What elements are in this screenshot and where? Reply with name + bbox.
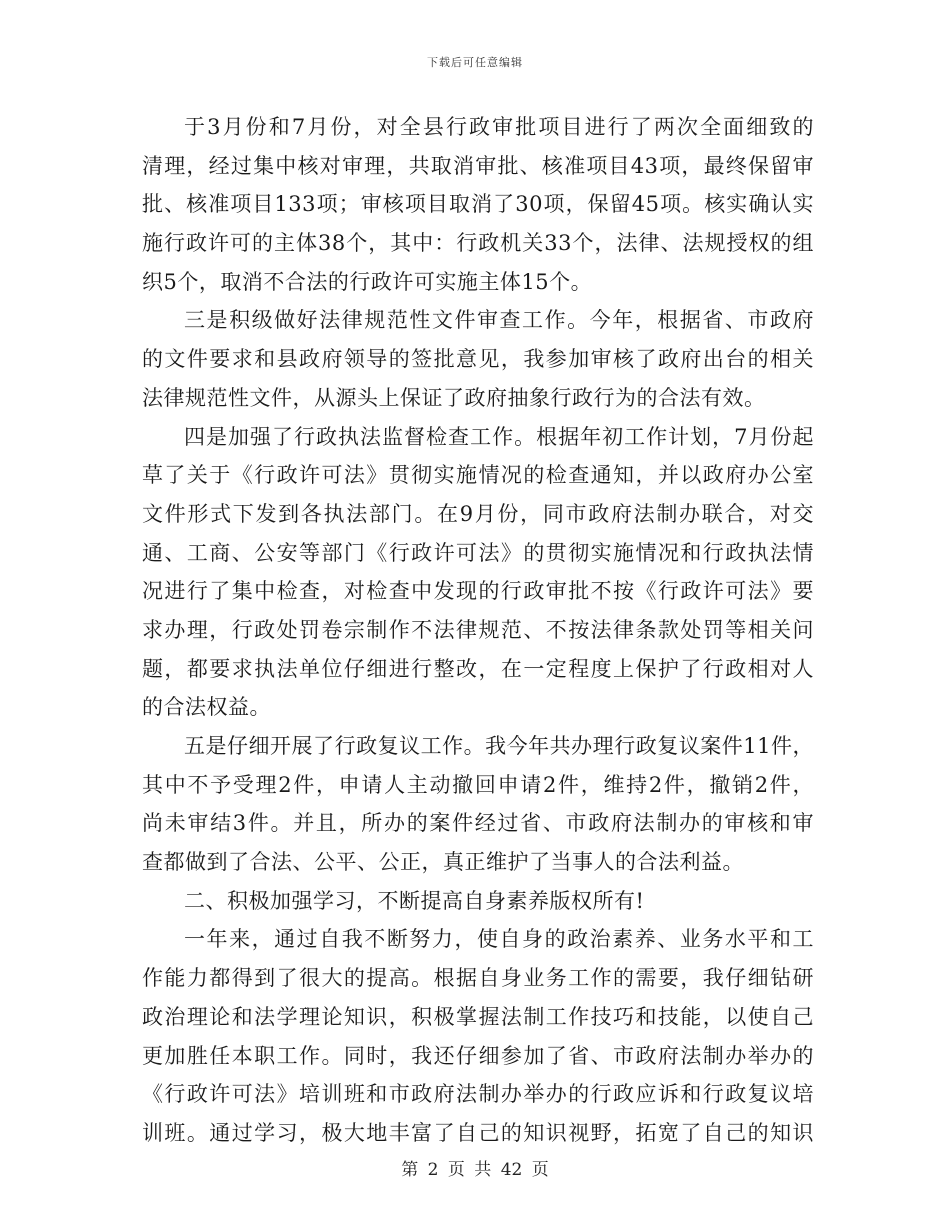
document-body	[142, 108, 814, 1153]
text-line: 作能力都得到了很大的提高。根据自身业务工作的需要，我仔细钻研	[142, 966, 814, 991]
text-line: 求办理，行政处罚卷宗制作不法律规范、不按法律条款处罚等相关问	[142, 617, 814, 642]
text-line: 训班。通过学习，极大地丰富了自己的知识视野，拓宽了自己的知识	[142, 1120, 814, 1145]
text-line: 的合法权益。	[142, 695, 271, 720]
text-line: 查都做到了合法、公平、公正，真正维护了当事人的合法利益。	[142, 850, 744, 875]
text-line: 三是积级做好法律规范性文件审查工作。今年，根据省、市政府	[184, 308, 814, 333]
text-line: 尚未审结3件。并且，所办的案件经过省、市政府法制办的审核和审	[142, 811, 814, 836]
text-line: 政治理论和法学理论知识，积极掌握法制工作技巧和技能，以使自己	[142, 1004, 814, 1029]
text-line: 草了关于《行政许可法》贯彻实施情况的检查通知，并以政府办公室	[142, 463, 814, 488]
page-number: 第 2 页 共 42 页	[401, 1160, 549, 1180]
text-line: 《行政许可法》培训班和市政府法制办举办的行政应诉和行政复议培	[142, 1082, 814, 1107]
text-line: 其中不予受理2件，申请人主动撤回申请2件，维持2件，撤销2件，	[142, 772, 814, 797]
text-line: 法律规范性文件，从源头上保证了政府抽象行政行为的合法有效。	[142, 385, 766, 410]
text-line: 批、核准项目133项；审核项目取消了30项，保留45项。核实确认实	[142, 192, 814, 217]
text-line: 况进行了集中检查，对检查中发现的行政审批不按《行政许可法》要	[142, 579, 814, 604]
text-line: 于3月份和7月份，对全县行政审批项目进行了两次全面细致的	[184, 115, 814, 139]
text-line: 施行政许可的主体38个，其中：行政机关33个，法律、法规授权的组	[142, 231, 814, 256]
text-line: 更加胜任本职工作。同时，我还仔细参加了省、市政府法制办举办的	[142, 1043, 814, 1068]
text-line: 的文件要求和县政府领导的签批意见，我参加审核了政府出台的相关	[142, 347, 814, 372]
section-heading: 二、积极加强学习，不断提高自身素养版权所有!	[184, 888, 645, 913]
text-line: 四是加强了行政执法监督检查工作。根据年初工作计划，7月份起	[184, 424, 814, 449]
text-line: 清理，经过集中核对审理，共取消审批、核准项目43项，最终保留审	[142, 153, 814, 178]
text-line: 一年来，通过自我不断努力，使自身的政治素养、业务水平和工	[184, 927, 814, 952]
text-line: 通、工商、公安等部门《行政许可法》的贯彻实施情况和行政执法情	[142, 540, 814, 565]
text-line: 题，都要求执法单位仔细进行整改，在一定程度上保护了行政相对人	[142, 656, 814, 681]
text-line: 织5个，取消不合法的行政许可实施主体15个。	[142, 269, 593, 294]
text-line: 文件形式下发到各执法部门。在9月份，同市政府法制办联合，对交	[142, 501, 814, 526]
page-header: 下载后可任意编辑	[427, 56, 523, 69]
text-line: 五是仔细开展了行政复议工作。我今年共办理行政复议案件11件，	[184, 734, 814, 758]
